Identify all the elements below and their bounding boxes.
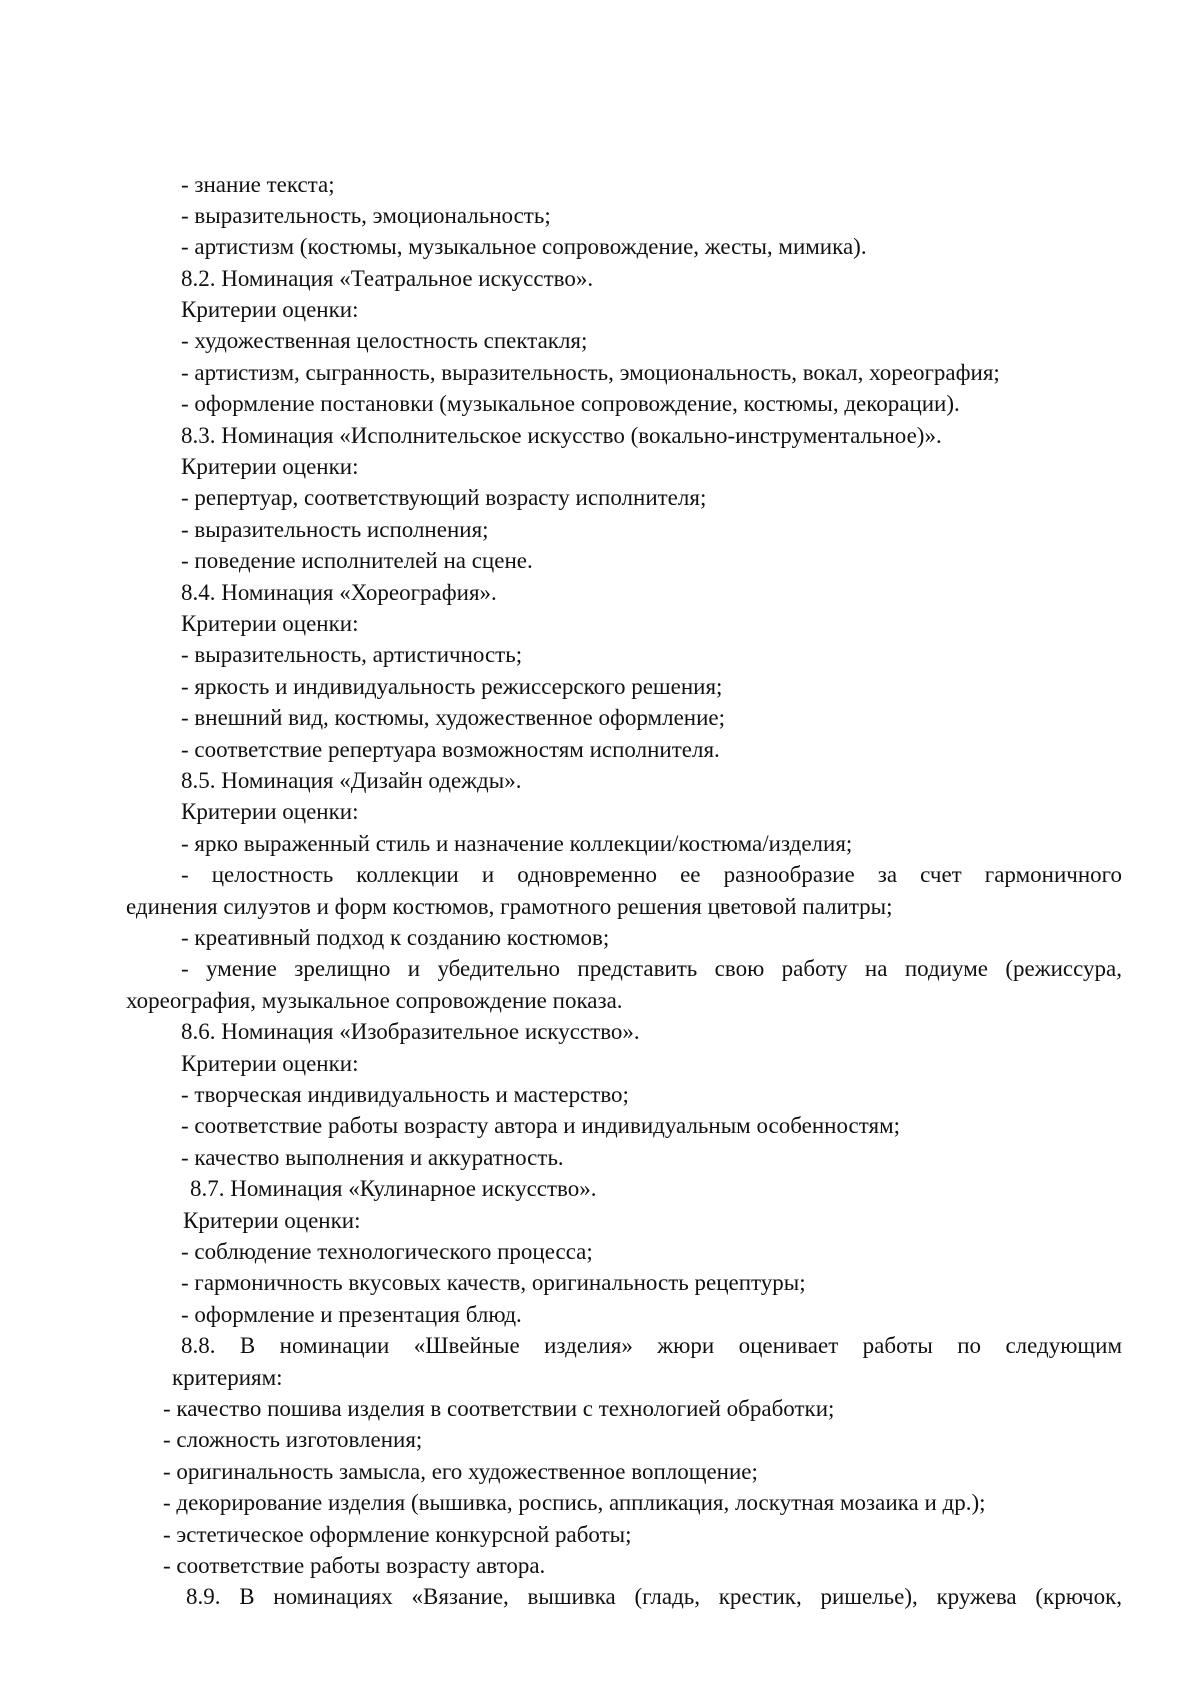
text-line: - оригинальность замысла, его художественное воплощение; — [163, 1459, 758, 1484]
criteria-label: Критерии оценки: — [183, 1208, 361, 1233]
text-line: - соответствие работы возрасту автора и индивидуальным особенностям; — [181, 1113, 901, 1138]
section-heading: 8.3. Номинация «Исполнительское искусство (вокально-инструментальное)». — [181, 423, 942, 448]
text-line: - качество пошива изделия в соответствии с технологией обработки; — [163, 1396, 835, 1421]
text-line: - оформление постановки (музыкальное сопровождение, костюмы, декорации). — [181, 391, 960, 416]
section-heading: 8.4. Номинация «Хореография». — [181, 580, 497, 605]
criteria-label: Критерии оценки: — [181, 1051, 359, 1076]
text-line: - ярко выраженный стиль и назначение коллекции/костюма/изделия; — [181, 831, 853, 856]
text-line: - качество выполнения и аккуратность. — [181, 1145, 564, 1170]
section-heading: 8.6. Номинация «Изобразительное искусство». — [181, 1019, 640, 1044]
text-line: - декорирование изделия (вышивка, роспись, аппликация, лоскутная мозаика и др.); — [163, 1490, 986, 1515]
criteria-label: Критерии оценки: — [181, 611, 359, 636]
text-line: - оформление и презентация блюд. — [181, 1302, 522, 1327]
text-line: - выразительность исполнения; — [181, 517, 489, 542]
text-line: - эстетическое оформление конкурсной работы; — [163, 1522, 632, 1547]
criteria-label: Критерии оценки: — [181, 454, 359, 479]
text-line: - соответствие репертуара возможностям исполнителя. — [181, 737, 720, 762]
section-heading: 8.2. Номинация «Театральное искусство». — [181, 266, 594, 291]
section-heading: 8.8. В номинации «Швейные изделия» жюри оценивает работы по следующим — [181, 1333, 1122, 1358]
text-line: - сложность изготовления; — [163, 1427, 423, 1452]
criteria-label: критериям: — [172, 1365, 283, 1390]
criteria-label: Критерии оценки: — [181, 297, 359, 322]
text-line: - соответствие работы возрасту автора. — [163, 1553, 546, 1578]
text-line: - выразительность, эмоциональность; — [181, 203, 551, 228]
text-line: - яркость и индивидуальность режиссерского решения; — [181, 674, 723, 699]
text-line: - художественная целостность спектакля; — [181, 328, 588, 353]
section-heading: 8.5. Номинация «Дизайн одежды». — [181, 768, 522, 793]
text-line: - поведение исполнителей на сцене. — [181, 548, 533, 573]
text-line: - внешний вид, костюмы, художественное оформление; — [181, 705, 726, 730]
text-line: - целостность коллекции и одновременно ее разнообразие за счет гармоничного — [181, 862, 1122, 887]
section-heading: 8.7. Номинация «Кулинарное искусство». — [190, 1176, 597, 1201]
text-line: - умение зрелищно и убедительно представить свою работу на подиуме (режиссура, — [181, 956, 1122, 981]
text-line: - знание текста; — [181, 172, 335, 197]
text-line: - творческая индивидуальность и мастерство; — [181, 1082, 629, 1107]
text-line: - соблюдение технологического процесса; — [181, 1239, 593, 1264]
text-line: единения силуэтов и форм костюмов, грамотного решения цветовой палитры; — [126, 894, 893, 919]
text-line: - репертуар, соответствующий возрасту исполнителя; — [181, 485, 707, 510]
section-heading: 8.9. В номинациях «Вязание, вышивка (гладь, крестик, ришелье), кружева (крючок, — [186, 1584, 1122, 1609]
text-line: хореография, музыкальное сопровождение показа. — [126, 988, 623, 1013]
text-line: - артистизм (костюмы, музыкальное сопровождение, жесты, мимика). — [181, 234, 867, 259]
text-line: - выразительность, артистичность; — [181, 642, 523, 667]
text-line: - артистизм, сыгранность, выразительность, эмоциональность, вокал, хореография; — [181, 360, 1000, 385]
text-line: - гармоничность вкусовых качеств, оригинальность рецептуры; — [181, 1270, 806, 1295]
criteria-label: Критерии оценки: — [181, 799, 359, 824]
text-line: - креативный подход к созданию костюмов; — [181, 925, 610, 950]
